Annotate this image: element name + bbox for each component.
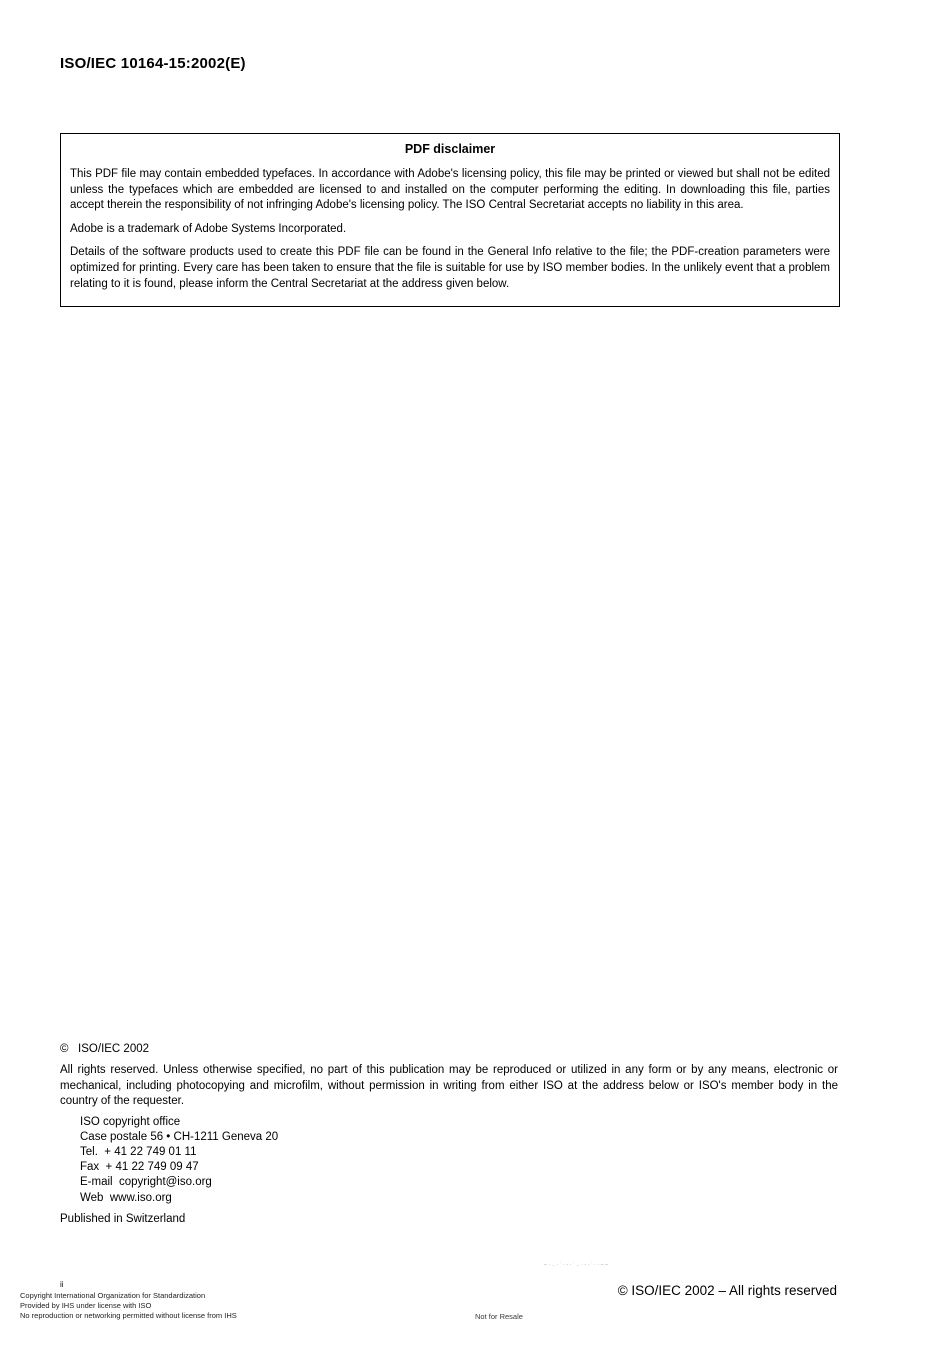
document-header-title: ISO/IEC 10164-15:2002(E)	[60, 55, 246, 72]
address-line-email: E-mail copyright@iso.org	[80, 1176, 212, 1189]
footer-license-lines	[20, 1291, 237, 1321]
iso-address-block	[80, 1115, 838, 1206]
disclaimer-paragraph-3: Details of the software products used to create this PDF file can be found in the General Info relative to the file; the PDF-creation parameters were optimized for printing. Every care has been taken to ensure that the file is suitable for use by ISO member bodies. In the unlikely event that a problem relating to it is found, please inform the Central Secretariat at the address given below.	[70, 246, 830, 290]
rights-paragraph: All rights reserved. Unless otherwise specified, no part of this publication may be reproduced or utilized in any form or by any means, electronic or mechanical, including photocopying and microfilm, without permission in writing from either ISO at the address below or ISO's member body in the country of the requester.	[60, 1064, 838, 1107]
disclaimer-paragraph-2: Adobe is a trademark of Adobe Systems Incorporated.	[70, 222, 347, 235]
address-line-web: Web www.iso.org	[80, 1191, 172, 1204]
not-for-resale-note: Not for Resale	[475, 1312, 523, 1321]
copyright-section	[60, 1042, 838, 1226]
footer-license-line-3: No reproduction or networking permitted without license from IHS	[20, 1311, 237, 1320]
footer-license-line-1: Copyright International Organization for Standardization	[20, 1291, 206, 1300]
address-line-tel: Tel. + 41 22 749 01 11	[80, 1145, 197, 1158]
published-in-line: Published in Switzerland	[60, 1212, 186, 1225]
copyright-notice: © ISO/IEC 2002	[60, 1043, 150, 1055]
address-line-fax: Fax + 41 22 749 09 47	[80, 1161, 199, 1174]
address-line-office: ISO copyright office	[80, 1115, 181, 1128]
page-number: ii	[60, 1280, 64, 1289]
footer-license-line-2: Provided by IHS under license with ISO	[20, 1301, 152, 1310]
pdf-disclaimer-box	[60, 133, 840, 307]
address-line-postal: Case postale 56 • CH-1211 Geneva 20	[80, 1130, 279, 1143]
disclaimer-paragraph-1: This PDF file may contain embedded typefaces. In accordance with Adobe's licensing policy, this file may be printed or viewed but shall not be edited unless the typefaces which are embedded are licensed to and installed on the computer performing the editing. In downloading this file, parties accept therein the responsibility of not infringing Adobe's licensing policy. The ISO Central Secretariat accepts no liability in this area.	[70, 168, 830, 212]
faint-scan-artifact: –·‥·˙·‐·˙‥·‐·˙··––	[544, 1262, 610, 1268]
footer-rights-note: © ISO/IEC 2002 – All rights reserved	[617, 1283, 837, 1298]
pdf-disclaimer-title: PDF disclaimer	[404, 142, 496, 156]
